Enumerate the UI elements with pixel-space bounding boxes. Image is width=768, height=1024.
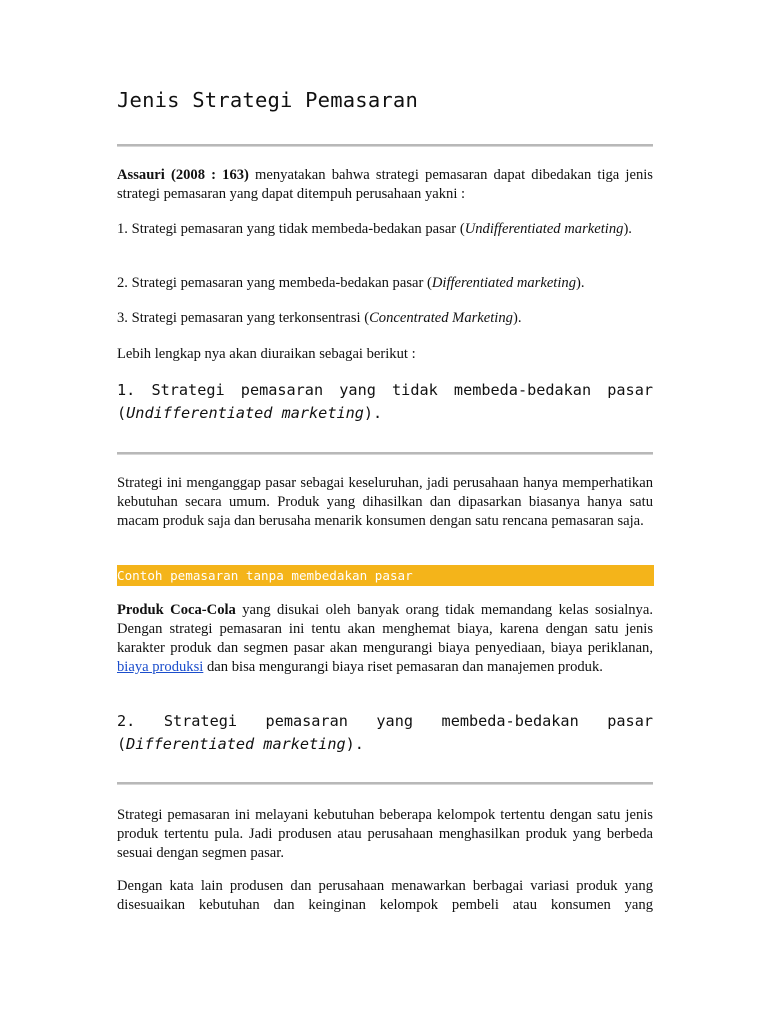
- section-heading-text: 2. Strategi pemasaran yang membeda-bedakan pasar (: [117, 712, 653, 753]
- section-heading-term: Differentiated marketing: [126, 735, 346, 753]
- list-item: [117, 274, 653, 293]
- divider: [117, 782, 653, 785]
- section-2-heading: [117, 710, 653, 756]
- example-paragraph: [117, 601, 653, 677]
- divider: [117, 144, 653, 147]
- list-item-term: Differentiated marketing: [431, 275, 577, 291]
- section-1-paragraph: Strategi ini menganggap pasar sebagai keseluruhan, jadi perusahaan hanya memperhatikan kebutuhan secara umum. Produk yang dihasilkan dan dipasarkan biasanya hanya satu macam produk saja dan berusaha menarik konsumen dengan satu rencana pemasaran saja.: [117, 475, 653, 529]
- list-item-suffix: ).: [623, 221, 632, 237]
- list-item-term: Concentrated Marketing: [369, 310, 513, 326]
- intro-text: menyatakan bahwa strategi pemasaran dapat dibedakan tiga jenis strategi pemasaran yang dapat ditempuh perusahaan yakni :: [117, 167, 653, 202]
- section-2-paragraph: Dengan kata lain produsen dan perusahaan menawarkan berbagai variasi produk yang disesuaikan kebutuhan dan keinginan kelompok pembeli atau konsumen yang: [117, 878, 653, 913]
- biaya-produksi-link[interactable]: biaya produksi: [117, 659, 204, 675]
- list-item-term: Undifferentiated marketing: [464, 221, 624, 237]
- divider: [117, 452, 653, 455]
- section-heading-text: 1. Strategi pemasaran yang tidak membeda-bedakan pasar (: [117, 381, 653, 422]
- list-item-suffix: ).: [576, 275, 585, 291]
- page-title: Jenis Strategi Pemasaran: [117, 88, 419, 112]
- list-item: [117, 309, 653, 328]
- section-heading-suffix: ).: [363, 404, 383, 422]
- example-highlight-banner: Contoh pemasaran tanpa membedakan pasar: [117, 565, 654, 586]
- list-item-suffix: ).: [512, 310, 522, 326]
- section-2-paragraph: Strategi pemasaran ini melayani kebutuhan beberapa kelompok tertentu dengan satu jenis produk tertentu pula. Jadi produsen atau perusahaan menghasilkan produk yang berbeda sesuai dengan segmen pasar.: [117, 807, 653, 861]
- list-item-text: 2. Strategi pemasaran yang membeda-bedakan pasar (: [117, 275, 432, 291]
- section-heading-term: Undifferentiated marketing: [126, 404, 364, 422]
- lead-in-text: Lebih lengkap nya akan diuraikan sebagai berikut :: [117, 346, 416, 362]
- intro-paragraph: [117, 166, 653, 204]
- list-item-text: 1. Strategi pemasaran yang tidak membeda-bedakan pasar (: [117, 221, 465, 237]
- section-1-heading: [117, 379, 653, 425]
- example-text: yang disukai oleh banyak orang tidak memandang kelas sosialnya. Dengan strategi pemasaran ini tentu akan menghemat biaya, karena dengan satu jenis karakter produk dan segmen pasar akan mengurangi biaya penyediaan, biaya periklanan,: [117, 602, 653, 656]
- author-reference: Assauri (2008 : 163): [117, 167, 249, 183]
- example-product-name: Produk Coca-Cola: [117, 602, 236, 618]
- section-heading-suffix: ).: [345, 735, 364, 753]
- example-text: dan bisa mengurangi biaya riset pemasaran dan manajemen produk.: [203, 659, 603, 675]
- list-item-text: 3. Strategi pemasaran yang terkonsentrasi (: [117, 310, 370, 326]
- list-item: [117, 220, 653, 239]
